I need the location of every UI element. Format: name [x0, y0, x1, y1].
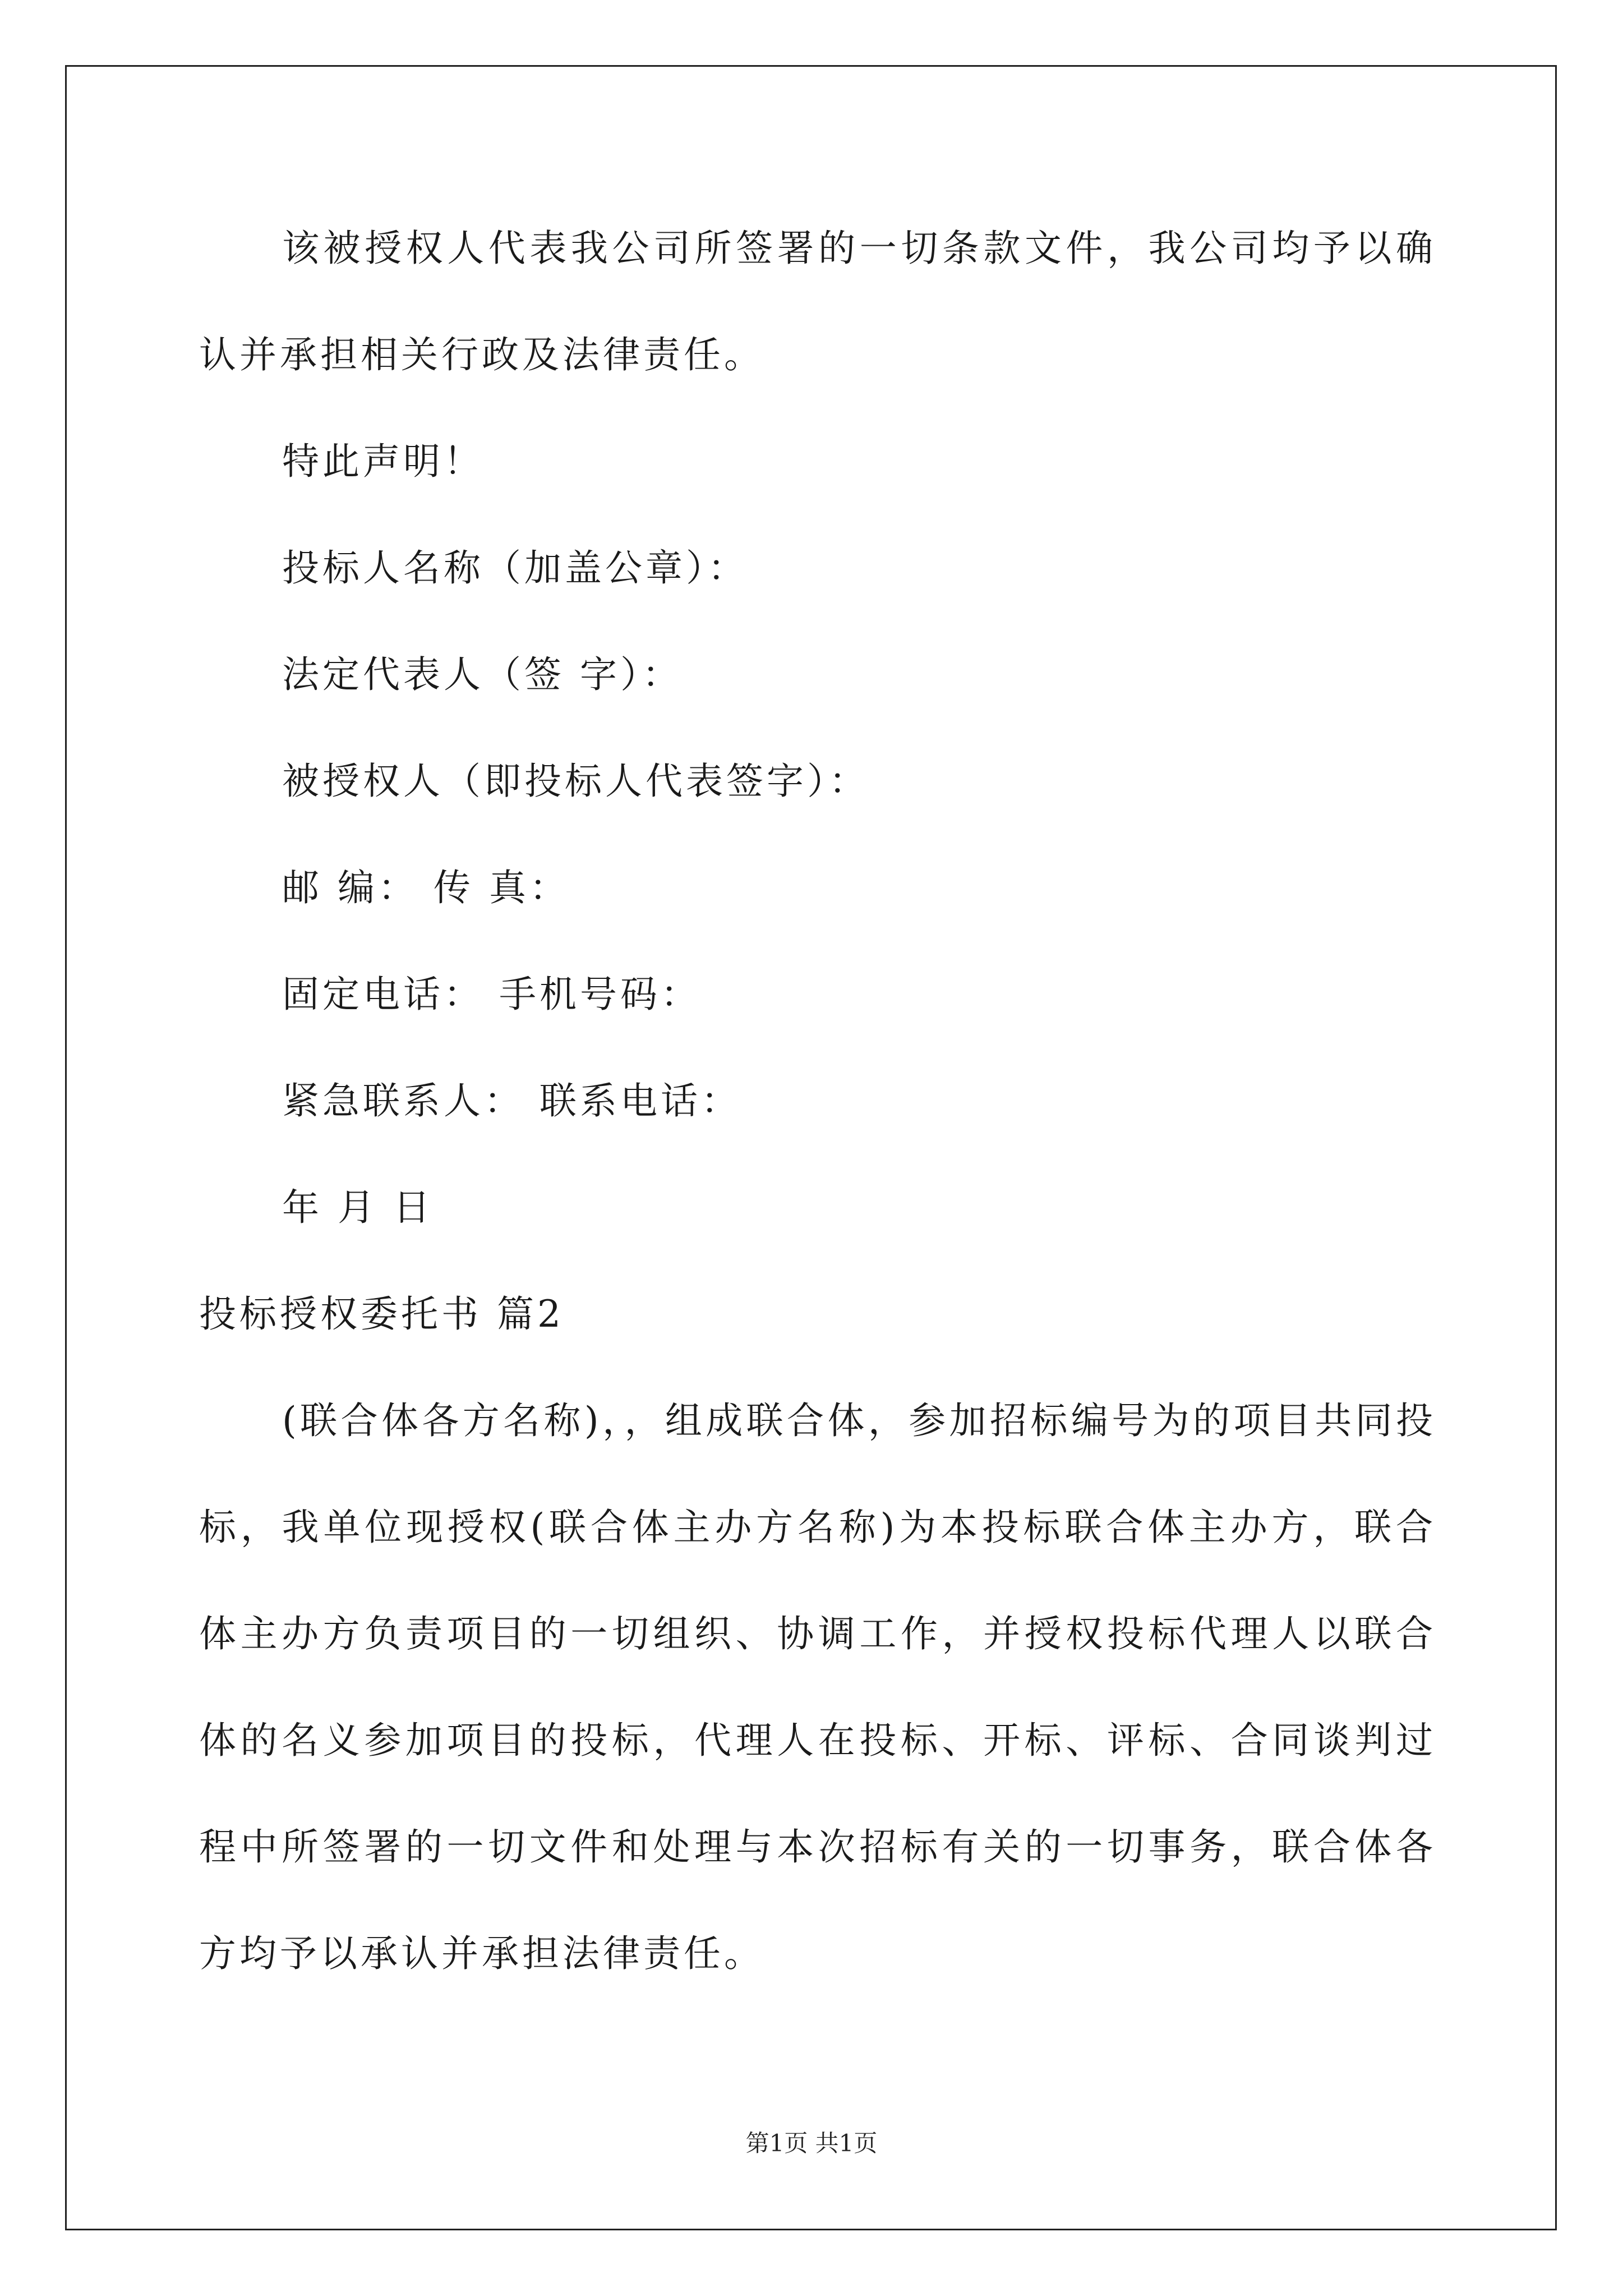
field-legal-representative: 法定代表人（签 字）：: [282, 653, 683, 696]
field-postcode-fax: 邮 编： 传 真：: [282, 866, 570, 909]
paragraph-2-line-5: 程中所签署的一切文件和处理与本次招标有关的一切事务，联合体各: [199, 1825, 1433, 1869]
paragraph-2-line-6: 方均予以承认并承担法律责任。: [199, 1932, 764, 1975]
paragraph-2-line-3: 体主办方负责项目的一切组织、协调工作，并授权投标代理人以联合: [199, 1612, 1433, 1655]
field-emergency-contact: 紧急联系人： 联系电话：: [282, 1079, 741, 1122]
field-date: 年 月 日: [282, 1186, 434, 1229]
page-footer: 第1页 共1页: [745, 2129, 878, 2157]
field-authorized-person: 被授权人（即投标人代表签字）：: [282, 760, 869, 803]
paragraph-2-line-4: 体的名义参加项目的投标，代理人在投标、开标、评标、合同谈判过: [199, 1719, 1433, 1762]
statement-text: 特此声明！: [282, 440, 484, 483]
paragraph-2-line-1: (联合体各方名称)，，组成联合体，参加招标编号为的项目共同投: [282, 1399, 1433, 1442]
paragraph-2-line-2: 标，我单位现授权(联合体主办方名称)为本投标联合体主办方，联合: [199, 1506, 1433, 1549]
page-border: [65, 65, 1557, 2230]
paragraph-1-line-1: 该被授权人代表我公司所签署的一切条款文件，我公司均予以确: [282, 227, 1433, 270]
field-bidder-name: 投标人名称（加盖公章）：: [282, 546, 748, 590]
field-phone-mobile: 固定电话： 手机号码：: [282, 973, 701, 1016]
paragraph-1-line-2: 认并承担相关行政及法律责任。: [199, 333, 764, 376]
section-title: 投标授权委托书 篇2: [199, 1292, 564, 1336]
